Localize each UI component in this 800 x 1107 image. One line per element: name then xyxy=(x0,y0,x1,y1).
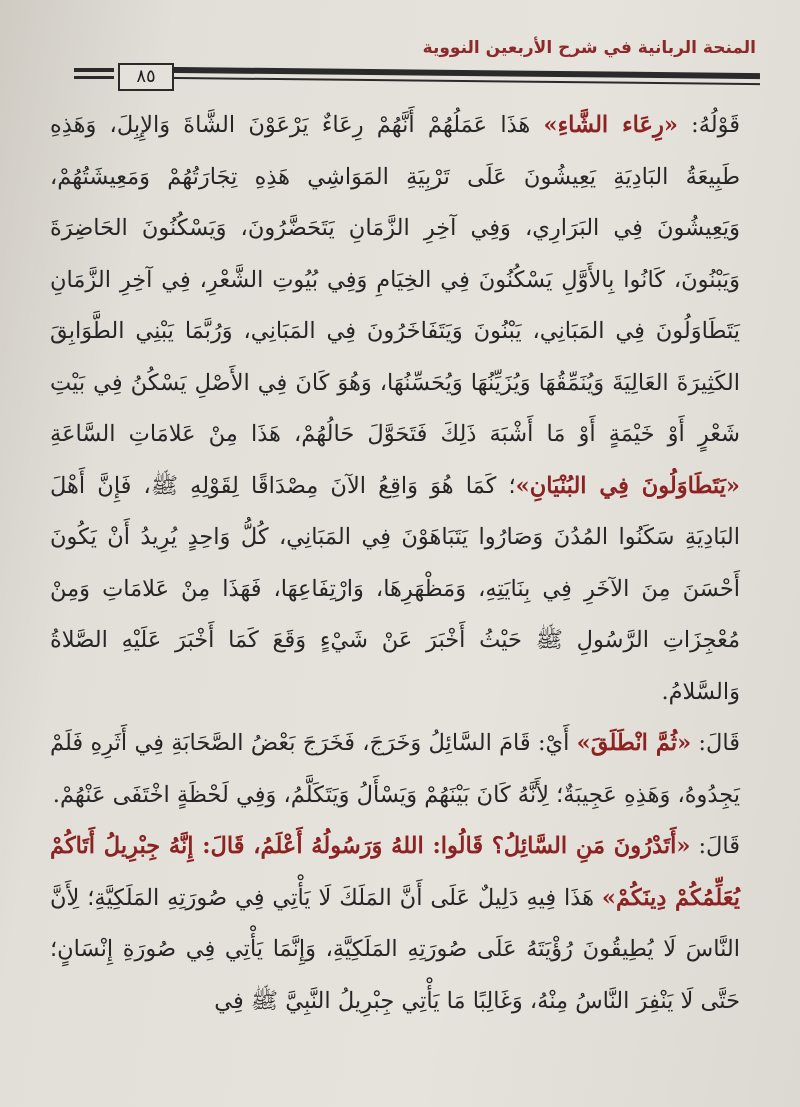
paragraph-3-text: هَذَا فِيهِ دَلِيلٌ عَلَى أَنَّ المَلَكَ لَا يَأْتِي فِي صُورَتِهِ المَلَكِيَّةِ؛ لِأَنَّ النَّاسَ لَا يُطِيقُونَ رُؤْيَتَهُ عَلَى صُورَتِهِ المَلَكِيَّةِ، وَإِنَّمَا يَأْتِي فِي صُورَةِ إِنْسَانٍ؛ حَتَّى لَا يَنْفِرَ النَّاسُ مِنْهُ، وَغَالِبًا مَا يَأْتِي جِبْرِيلُ النَّبِيَّ ﷺ فِي xyxy=(50,884,740,1014)
paragraph-2 xyxy=(50,718,762,821)
paragraph-2-text: أَيْ: قَامَ السَّائِلُ وَخَرَجَ، فَخَرَجَ بَعْضُ الصَّحَابَةِ فِي أَثَرِهِ فَلَمْ يَجِدُوهُ، وَهَذِهِ عَجِيبَةٌ؛ لِأَنَّهُ كَانَ بَيْنَهُمْ وَيَسْأَلُ وَيَتَكَلَّمُ، وَفِي لَحْظَةٍ اخْتَفَى عَنْهُمْ. xyxy=(50,730,740,808)
hadith-quote-3: «ثُمَّ انْطَلَقَ» xyxy=(576,730,692,756)
rule-left-thin xyxy=(74,76,114,79)
paragraph-1-text: هَذَا عَمَلُهُمْ أَنَّهُمْ رِعَاءٌ يَرْعَوْنَ الشَّاةَ وَالإِبِلَ، وَهَذِهِ طَبِيعَةُ البَادِيَةِ يَعِيشُونَ عَلَى تَرْبِيَةِ المَوَاشِي هَذِهِ تِجَارَتُهُمْ وَمَعِيشَتُهُمْ، وَيَعِيشُونَ فِي البَرَارِي، وَفِي آخِرِ الزَّمَانِ يَتَحَضَّرُونَ، وَيَسْكُنُونَ الحَاضِرَةَ وَيَبْنُونَ، كَانُوا بِالأَوَّلِ يَسْكُنُونَ فِي الخِيَامِ وَفِي بُيُوتِ الشَّعْرِ، فِي آخِرِ الزَّمَانِ يَتَطَاوَلُونَ فِي المَبَانِي، يَبْنُونَ وَيَتَفَاخَرُونَ فِي المَبَانِي، وَرُبَّمَا يَبْنِي الطَّوَابِقَ الكَثِيرَةَ العَالِيَةَ وَيُنَمِّقُهَا وَيُزَيِّنُهَا وَيُحَسِّنُهَا، وَهُوَ كَانَ فِي الأَصْلِ يَسْكُنُ فِي بَيْتِ شَعْرٍ أَوْ خَيْمَةٍ أَوْ مَا أَشْبَهَ ذَلِكَ فَتَحَوَّلَ حَالُهُمْ، هَذَا مِنْ عَلامَاتِ السَّاعَةِ xyxy=(50,112,740,447)
rule-left-thick xyxy=(74,68,114,72)
page-number: ٨٥ xyxy=(118,63,174,91)
running-title: المنحة الربانية في شرح الأربعين النووية xyxy=(422,38,756,58)
hadith-quote-1: «رِعَاء الشَّاءِ» xyxy=(543,112,678,138)
body-text xyxy=(50,100,762,1027)
hadith-quote-2: «يَتَطَاوَلُونَ فِي البُنْيَانِ» xyxy=(515,472,740,499)
paragraph-1-intro: قَوْلُهُ: xyxy=(677,112,740,138)
paragraph-1-text-end: ؛ كَمَا هُوَ وَاقِعُ الآنَ مِصْدَاقًا لِقَوْلِهِ ﷺ، فَإِنَّ أَهْلَ البَادِيَةِ سَكَنُوا المُدُنَ وَصَارُوا يَتَبَاهَوْنَ فِي المَبَانِي، كُلُّ وَاحِدٍ يُرِيدُ أَنْ يَكُونَ أَحْسَنَ مِنَ الآخَرِ فِي بِنَايَتِهِ، وَمَظْهَرِهَا، وَارْتِفَاعِهَا، فَهَذَا مِنْ عَلامَاتِ وَمِنْ مُعْجِزَاتِ الرَّسُولِ ﷺ حَيْثُ أَخْبَرَ عَنْ شَيْءٍ وَقَعَ كَمَا أَخْبَرَ عَلَيْهِ الصَّلاةُ وَالسَّلامُ. xyxy=(50,472,740,705)
paragraph-3-intro: قَالَ: xyxy=(690,833,740,859)
header-rule xyxy=(74,62,760,86)
paragraph-2-intro: قَالَ: xyxy=(691,730,740,756)
hadith-quote-4: «أَتَدْرُونَ مَنِ السَّائِلُ؟ قَالُوا: اللهُ وَرَسُولُهُ أَعْلَمُ، قَالَ: إِنَّهُ جِبْرِيلُ أَتَاكُمْ يُعَلِّمُكُمْ دِينَكُمْ» xyxy=(50,833,740,911)
paragraph-3 xyxy=(50,821,762,1027)
paragraph-1 xyxy=(50,100,762,718)
